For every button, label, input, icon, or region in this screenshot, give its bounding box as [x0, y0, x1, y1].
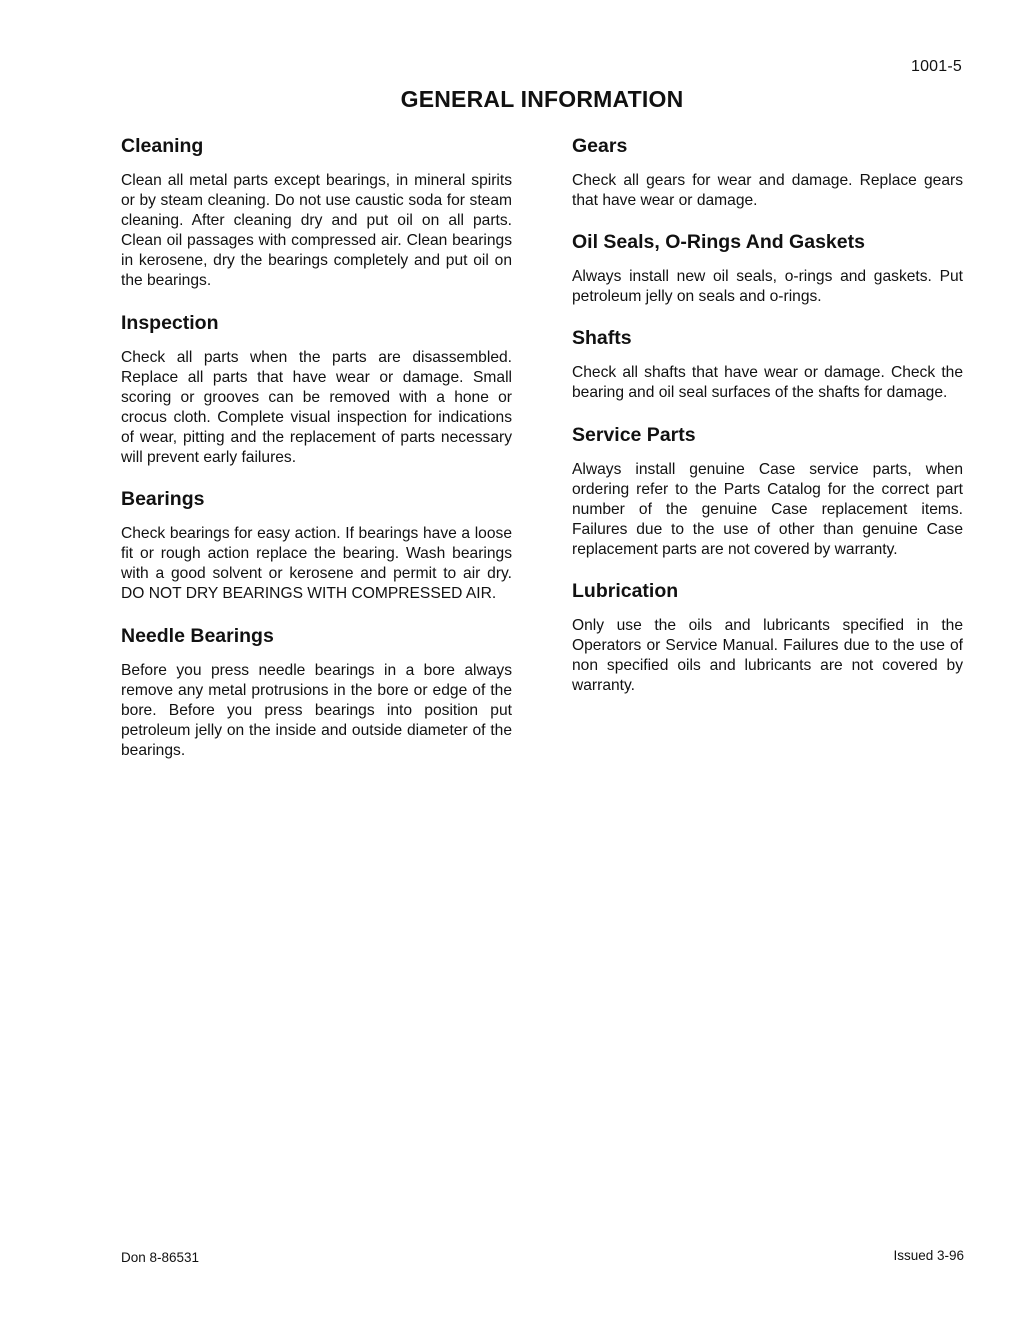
section-body-gears: Check all gears for wear and damage. Replace gears that have wear or damage.: [572, 172, 963, 210]
section-bearings: [121, 485, 512, 604]
section-heading-gears: Gears: [572, 135, 628, 157]
section-body-shafts: Check all shafts that have wear or damage. Check the bearing and oil seal surfaces of the shafts for damage.: [572, 364, 963, 402]
footer-document-code: Don 8-86531: [121, 1250, 200, 1265]
section-body-cleaning: Clean all metal parts except bearings, in mineral spirits or by steam cleaning. Do not use caustic soda for steam cleaning. After cleaning dry and put oil on all parts. Clean oil passages with compressed air. Clean bearings in kerosene, dry the bearings completely and put oil on the bearings.: [121, 172, 512, 290]
page-title: GENERAL INFORMATION: [400, 86, 684, 112]
section-heading-shafts: Shafts: [572, 327, 632, 350]
section-heading-needle-bearings: Needle Bearings: [121, 624, 274, 647]
footer-issue-date: Issued 3-96: [893, 1248, 964, 1263]
section-body-inspection: Check all parts when the parts are disassembled. Replace all parts that have wear or damage. Small scoring or grooves can be removed with a hone or crocus cloth. Complete visual inspection for indications of wear, pitting and the replacement of parts necessary will prevent early failures.: [121, 348, 512, 467]
section-cleaning: [121, 132, 512, 292]
section-body-bearings: Check bearings for easy action. If bearings have a loose fit or rough action replace the bearing. Wash bearings with a good solvent or kerosene and permit to air dry. DO NOT DRY BEARINGS WITH COMPRESSED AIR.: [121, 525, 512, 603]
page-number: 1001-5: [910, 58, 962, 75]
section-heading-inspection: Inspection: [121, 311, 219, 334]
section-heading-cleaning: Cleaning: [121, 135, 204, 157]
section-shafts: [572, 324, 963, 403]
section-heading-bearings: Bearings: [121, 488, 205, 511]
section-body-needle-bearings: Before you press needle bearings in a bore always remove any metal protrusions in the bore or edge of the bore. Before you press bearings into position put petroleum jelly on the inside and outside diameter of the bearings.: [121, 661, 512, 759]
left-column: [121, 132, 512, 778]
section-body-lubrication: Only use the oils and lubricants specified in the Operators or Service Manual. Failures due to the use of non specified oils and lubricants are not covered by warranty.: [572, 617, 963, 695]
right-column: [572, 132, 963, 713]
section-heading-lubrication: Lubrication: [572, 580, 679, 603]
section-body-oil-seals: Always install new oil seals, o-rings and gaskets. Put petroleum jelly on seals and o-rings.: [572, 268, 963, 306]
section-heading-service-parts: Service Parts: [572, 423, 696, 446]
section-body-service-parts: Always install genuine Case service parts, when ordering refer to the Parts Catalog for the correct part number of the genuine Case replacement items. Failures due to the use of other than genuine Case replacement parts are not covered by warranty.: [572, 460, 963, 558]
section-service-parts: [572, 421, 963, 560]
section-needle-bearings: [121, 622, 512, 761]
section-lubrication: [572, 577, 963, 696]
section-gears: [572, 132, 963, 211]
section-inspection: [121, 309, 512, 469]
section-oil-seals: [572, 228, 963, 307]
section-heading-oil-seals: Oil Seals, O-Rings And Gaskets: [572, 231, 865, 254]
